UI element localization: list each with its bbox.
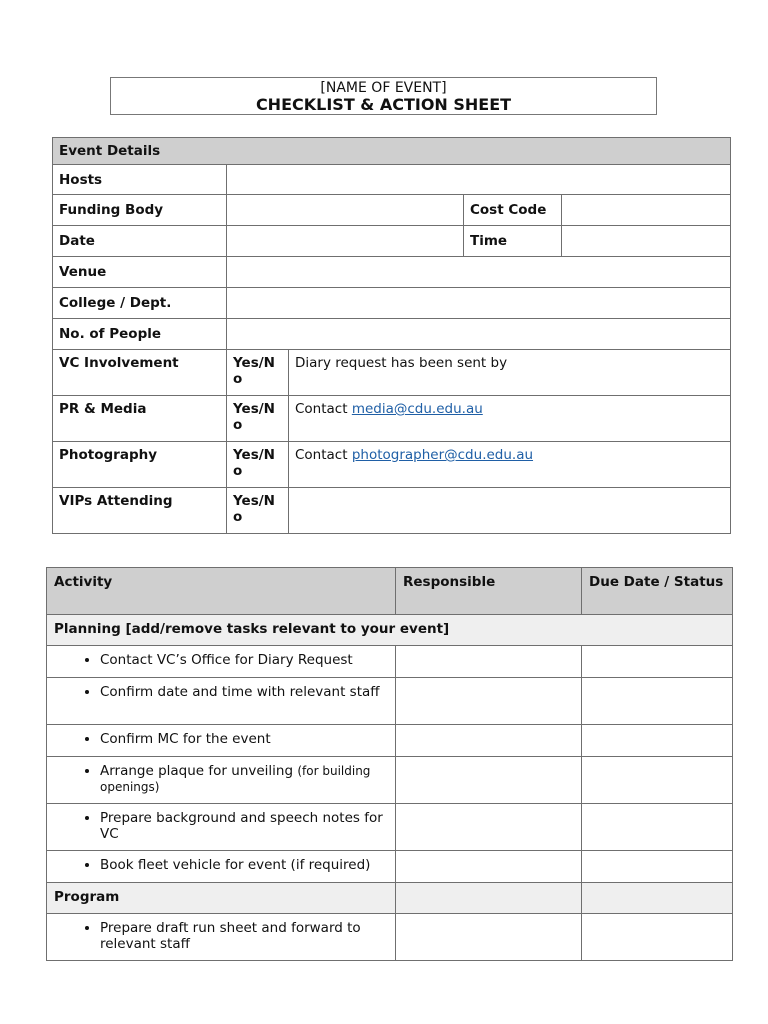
yes-no-text: Yes/N xyxy=(233,355,275,371)
task-item: • Prepare draft run sheet and forward to relevant staff xyxy=(100,920,388,952)
due-date-column-header: Due Date / Status xyxy=(582,568,733,615)
vips-attending-label: VIPs Attending xyxy=(53,488,227,534)
responsible-field[interactable] xyxy=(396,851,582,883)
responsible-field[interactable] xyxy=(396,757,582,804)
cost-code-label: Cost Code xyxy=(464,195,562,226)
task-note: (for building openings) xyxy=(100,764,371,794)
event-details-table xyxy=(52,137,731,534)
yes-no-text: Yes/N xyxy=(233,447,275,463)
venue-field[interactable] xyxy=(227,257,731,288)
responsible-field[interactable] xyxy=(396,678,582,725)
photography-label: Photography xyxy=(53,442,227,488)
task-cell xyxy=(47,725,396,757)
task-item: • Confirm date and time with relevant staff xyxy=(100,684,388,700)
responsible-field[interactable] xyxy=(396,914,582,961)
responsible-field[interactable] xyxy=(396,725,582,757)
task-cell xyxy=(47,804,396,851)
program-responsible-blank xyxy=(396,883,582,914)
photographer-email-link[interactable]: photographer@cdu.edu.au xyxy=(351,447,534,463)
yes-no-text-wrap: o xyxy=(233,417,243,433)
event-details-header: Event Details xyxy=(53,138,731,165)
program-due-blank xyxy=(582,883,733,914)
yes-no-text-wrap: o xyxy=(233,509,243,525)
due-status-field[interactable] xyxy=(582,804,733,851)
responsible-field[interactable] xyxy=(396,646,582,678)
no-of-people-label: No. of People xyxy=(53,319,227,350)
time-field[interactable] xyxy=(562,226,731,257)
pr-contact xyxy=(289,396,731,442)
funding-body-field[interactable] xyxy=(227,195,464,226)
planning-section-header: Planning [add/remove tasks relevant to your event] xyxy=(47,615,733,646)
document-title-box xyxy=(110,77,657,115)
college-dept-label: College / Dept. xyxy=(53,288,227,319)
contact-label: Contact xyxy=(295,447,348,463)
date-label: Date xyxy=(53,226,227,257)
document-title: CHECKLIST & ACTION SHEET xyxy=(255,95,512,114)
task-item xyxy=(100,763,388,795)
activity-column-header: Activity xyxy=(47,568,396,615)
vips-yes-no[interactable] xyxy=(227,488,289,534)
vc-involvement-label: VC Involvement xyxy=(53,350,227,396)
hosts-field[interactable] xyxy=(227,165,731,195)
cost-code-field[interactable] xyxy=(562,195,731,226)
due-status-field[interactable] xyxy=(582,757,733,804)
yes-no-text: Yes/N xyxy=(233,401,275,417)
task-cell xyxy=(47,757,396,804)
task-cell xyxy=(47,678,396,725)
responsible-column-header: Responsible xyxy=(396,568,582,615)
yes-no-text-wrap: o xyxy=(233,463,243,479)
contact-label: Contact xyxy=(295,401,348,417)
vips-field[interactable] xyxy=(289,488,731,534)
task-cell xyxy=(47,646,396,678)
event-name-placeholder: [NAME OF EVENT] xyxy=(320,80,447,96)
due-status-field[interactable] xyxy=(582,646,733,678)
college-dept-field[interactable] xyxy=(227,288,731,319)
photo-contact xyxy=(289,442,731,488)
pr-yes-no[interactable] xyxy=(227,396,289,442)
due-status-field[interactable] xyxy=(582,678,733,725)
task-item: • Confirm MC for the event xyxy=(100,731,388,747)
media-email-link[interactable]: media@cdu.edu.au xyxy=(351,401,483,417)
task-cell xyxy=(47,851,396,883)
pr-media-label: PR & Media xyxy=(53,396,227,442)
task-item: • Prepare background and speech notes for VC xyxy=(100,810,388,842)
task-text: Arrange plaque for unveiling xyxy=(100,763,294,779)
funding-body-label: Funding Body xyxy=(53,195,227,226)
due-status-field[interactable] xyxy=(582,914,733,961)
vc-yes-no[interactable] xyxy=(227,350,289,396)
activity-table xyxy=(46,567,733,961)
task-item: • Book fleet vehicle for event (if required) xyxy=(100,857,388,873)
responsible-field[interactable] xyxy=(396,804,582,851)
task-item: • Contact VC’s Office for Diary Request xyxy=(100,652,388,668)
task-cell xyxy=(47,914,396,961)
program-section-header: Program xyxy=(47,883,396,914)
vc-diary-note: Diary request has been sent by xyxy=(289,350,731,396)
photo-yes-no[interactable] xyxy=(227,442,289,488)
yes-no-text: Yes/N xyxy=(233,493,275,509)
due-status-field[interactable] xyxy=(582,851,733,883)
date-field[interactable] xyxy=(227,226,464,257)
no-of-people-field[interactable] xyxy=(227,319,731,350)
hosts-label: Hosts xyxy=(53,165,227,195)
due-status-field[interactable] xyxy=(582,725,733,757)
time-label: Time xyxy=(464,226,562,257)
yes-no-text-wrap: o xyxy=(233,371,243,387)
venue-label: Venue xyxy=(53,257,227,288)
